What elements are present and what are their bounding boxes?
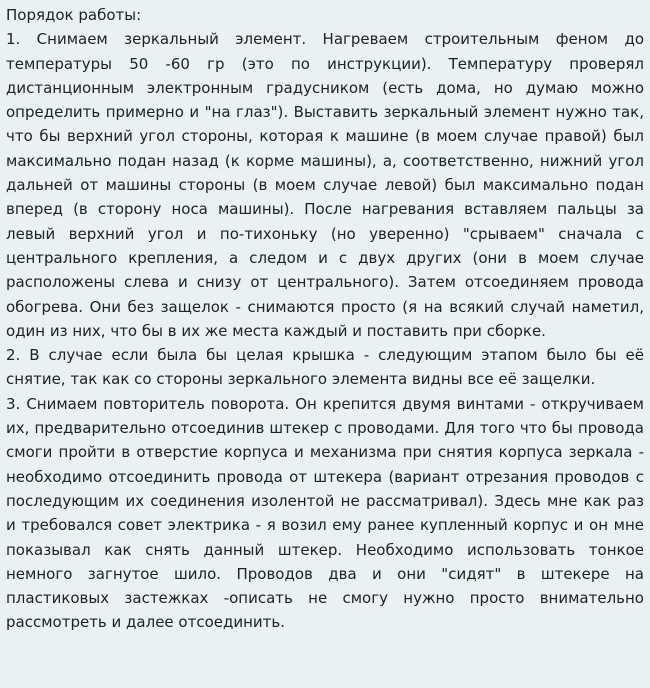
article-heading: Порядок работы:	[6, 6, 142, 24]
step-3-paragraph: 3. Снимаем повторитель поворота. Он крепится двумя винтами - откручиваем их, предварительно отсоединив штекер с проводами. Для того что бы провода смоги пройти в отверстие корпуса и механизма при снятия корпуса зеркала - необходимо отсоединить провода от штекера (вариант отрезания проводов с последующим их соединения изолентой не рассматривал). Здесь мне как раз и требовался совет электрика - я возил ему ранее купленный корпус и он мне показывал как снять данный штекер. Необходимо использовать тонкое немного загнутое шило. Проводов два и они "сидят" в штекере на пластиковых застежках -описать не смогу нужно просто внимательно рассмотреть и далее отсоединить.	[6, 394, 644, 632]
step-1-paragraph: 1. Снимаем зеркальный элемент. Нагреваем строительным феном до температуры 50 -60 гр (это по инструкции). Температуру проверял дистанционным электронным градусником (есть дома, но думаю можно определить примерно и "на глаз"). Выставить зеркальный элемент нужно так, что бы верхний угол стороны, которая к машине (в моем случае правой) был максимально подан назад (к корме машины), а, соответственно, нижний угол дальней от машины стороны (в моем случае левой) был максимально подан вперед (в сторону носа машины). После нагревания вставляем пальцы за левый верхний угол и по-тихоньку (но уверенно) "срываем" сначала с центрального крепления, а следом и с двух других (они в моем случае расположены слева и снизу от центрального). Затем отсоединяем провода обогрева. Они без защелок - снимаются просто (я на всякий случай наметил, один из них, что бы в их же места каждый и поставить при сборке.	[6, 30, 644, 340]
step-2-paragraph: 2. В случае если была бы целая крышка - следующим этапом было бы её снятие, так как со стороны зеркального элемента видны все её защелки.	[6, 346, 644, 389]
